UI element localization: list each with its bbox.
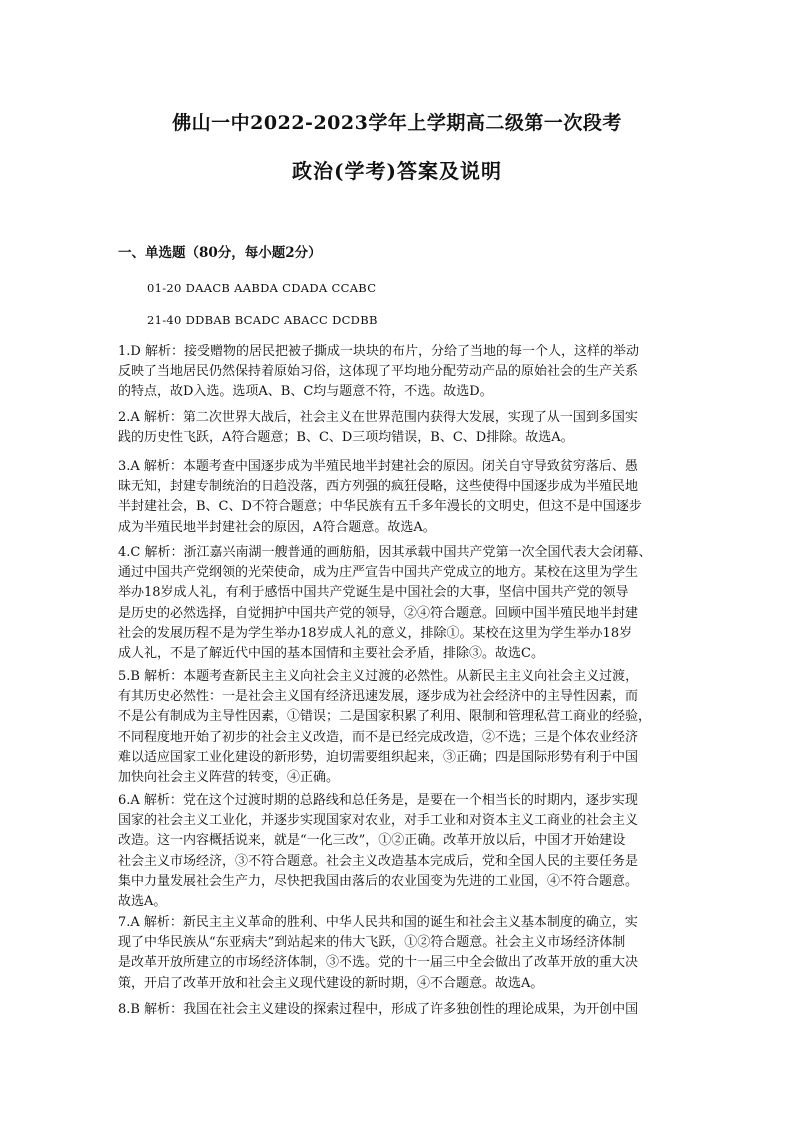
section-heading: 一、单选题（80分，每小题2分） [118, 245, 322, 261]
paragraph-line: 成为半殖民地半封建社会的原因，A符合题意。故选A。 [118, 519, 436, 535]
paragraph-line: 半封建社会，B、C、D不符合题意；中华民族有五千多年漫长的文明史，但这不是中国逐步 [118, 499, 642, 515]
paragraph-line: 举办18岁成人礼，有利于感悟中国共产党诞生是中国社会的大事，坚信中国共产党的领导 [118, 585, 629, 601]
explanation-paragraph [118, 543, 678, 664]
document-title: 佛山一中2022-2023学年上学期高二级第一次段考 [172, 112, 622, 134]
explanation-paragraph [118, 408, 678, 448]
answer-key-line: 01-20 DAACB AABDA CDADA CCABC [147, 281, 377, 295]
paragraph-line: 难以适应国家工业化建设的新形势，迫切需要组织起来，③正确；四是国际形势有利于中国 [118, 749, 639, 765]
paragraph-line: 反映了当地居民仍然保持着原始习俗，这体现了平均地分配劳动产品的原始社会的生产关系 [118, 364, 639, 380]
explanation-paragraph [118, 342, 678, 403]
explanation-paragraph [118, 913, 678, 994]
paragraph-line: 成人礼，不是了解近代中国的基本国情和主要社会矛盾，排除③。故选C。 [118, 646, 544, 662]
paragraph-line: 不同程度地开始了初步的社会主义改造，而不是已经完成改造，②不选；三是个体农业经济 [118, 729, 639, 745]
paragraph-line: 7.A 解析：新民主主义革命的胜利、中华人民共和国的诞生和社会主义基本制度的确立，实 [118, 915, 638, 930]
paragraph-line: 5.B 解析：本题考查新民主主义向社会主义过渡的必然性。从新民主主义向社会主义过渡， [118, 669, 639, 684]
paragraph-line: 改造。这一内容概括说来，就是“一化三改”，①②正确。改革开放以后，中国才开始建设 [118, 833, 626, 849]
paragraph-line: 策，开启了改革开放和社会主义现代建设的新时期，④不合题意。故选A。 [118, 975, 544, 991]
paragraph-line: 昧无知，封建专制统治的日趋没落，西方列强的疯狂侵略，这些使得中国逐步成为半殖民地 [118, 479, 639, 495]
answer-key-line: 21-40 DDBAB BCADC ABACC DCDBB [147, 313, 378, 327]
paragraph-line: 社会主义市场经济，③不符合题意。社会主义改造基本完成后，党和全国人民的主要任务是 [118, 853, 639, 869]
paragraph-line: 有其历史必然性：一是社会主义国有经济迅速发展，逐步成为社会经济中的主导性因素，而 [118, 689, 639, 705]
paragraph-line: 社会的发展历程不是为学生举办18岁成人礼的意义，排除①。某校在这里为学生举办18岁 [118, 625, 633, 641]
explanation-paragraph [118, 791, 678, 912]
paragraph-line: 是历史的必然选择，自觉拥护中国共产党的领导，②④符合题意。回顾中国半殖民地半封建 [118, 605, 639, 621]
paragraph-line: 的特点，故D入选。选项A、B、C均与题意不符，不选。故选D。 [118, 384, 493, 400]
paragraph-line: 现了中华民族从“东亚病夫”到站起来的伟大飞跃，①②符合题意。社会主义市场经济体制 [118, 935, 626, 951]
paragraph-line: 是改革开放所建立的市场经济体制，③不选。党的十一届三中全会做出了改革开放的重大决 [118, 955, 639, 971]
explanation-paragraph [118, 457, 678, 538]
paragraph-line: 6.A 解析：党在这个过渡时期的总路线和总任务是，是要在一个相当长的时期内，逐步实现 [118, 793, 638, 808]
paragraph-line: 8.B 解析：我国在社会主义建设的探索过程中，形成了许多独创性的理论成果，为开创中国 [118, 1002, 639, 1017]
paragraph-line: 加快向社会主义阵营的转变，④正确。 [118, 770, 340, 786]
paragraph-line: 2.A 解析：第二次世界大战后，社会主义在世界范围内获得大发展，实现了从一国到多国实 [118, 410, 638, 425]
explanation-paragraph [118, 1000, 678, 1020]
paragraph-line: 践的历史性飞跃，A符合题意；B、C、D三项均错误，B、C、D排除。故选A。 [118, 430, 574, 446]
paragraph-line: 不是公有制成为主导性因素，①错误；二是国家积累了利用、限制和管理私营工商业的经验， [118, 709, 652, 725]
paragraph-line: 3.A 解析：本题考查中国逐步成为半殖民地半封建社会的原因。闭关自守导致贫穷落后、愚 [118, 459, 638, 474]
document-subtitle: 政治(学考)答案及说明 [292, 159, 502, 183]
paragraph-line: 1.D 解析：接受赠物的居民把被子撕成一块块的布片，分给了当地的每一个人，这样的举动 [118, 344, 639, 359]
paragraph-line: 4.C 解析：浙江嘉兴南湖一艘普通的画舫船，因其承载中国共产党第一次全国代表大会闭幕、 [118, 545, 652, 560]
paragraph-line: 集中力量发展社会生产力，尽快把我国由落后的农业国变为先进的工业国，④不符合题意。 [118, 873, 639, 889]
paragraph-line: 通过中国共产党纲领的光荣使命，成为庄严宣告中国共产党成立的地方。某校在这里为学生 [118, 565, 639, 581]
paragraph-line: 故选A。 [118, 894, 167, 910]
explanation-paragraph [118, 667, 678, 788]
paragraph-line: 国家的社会主义工业化，并逐步实现国家对农业，对手工业和对资本主义工商业的社会主义 [118, 813, 639, 829]
